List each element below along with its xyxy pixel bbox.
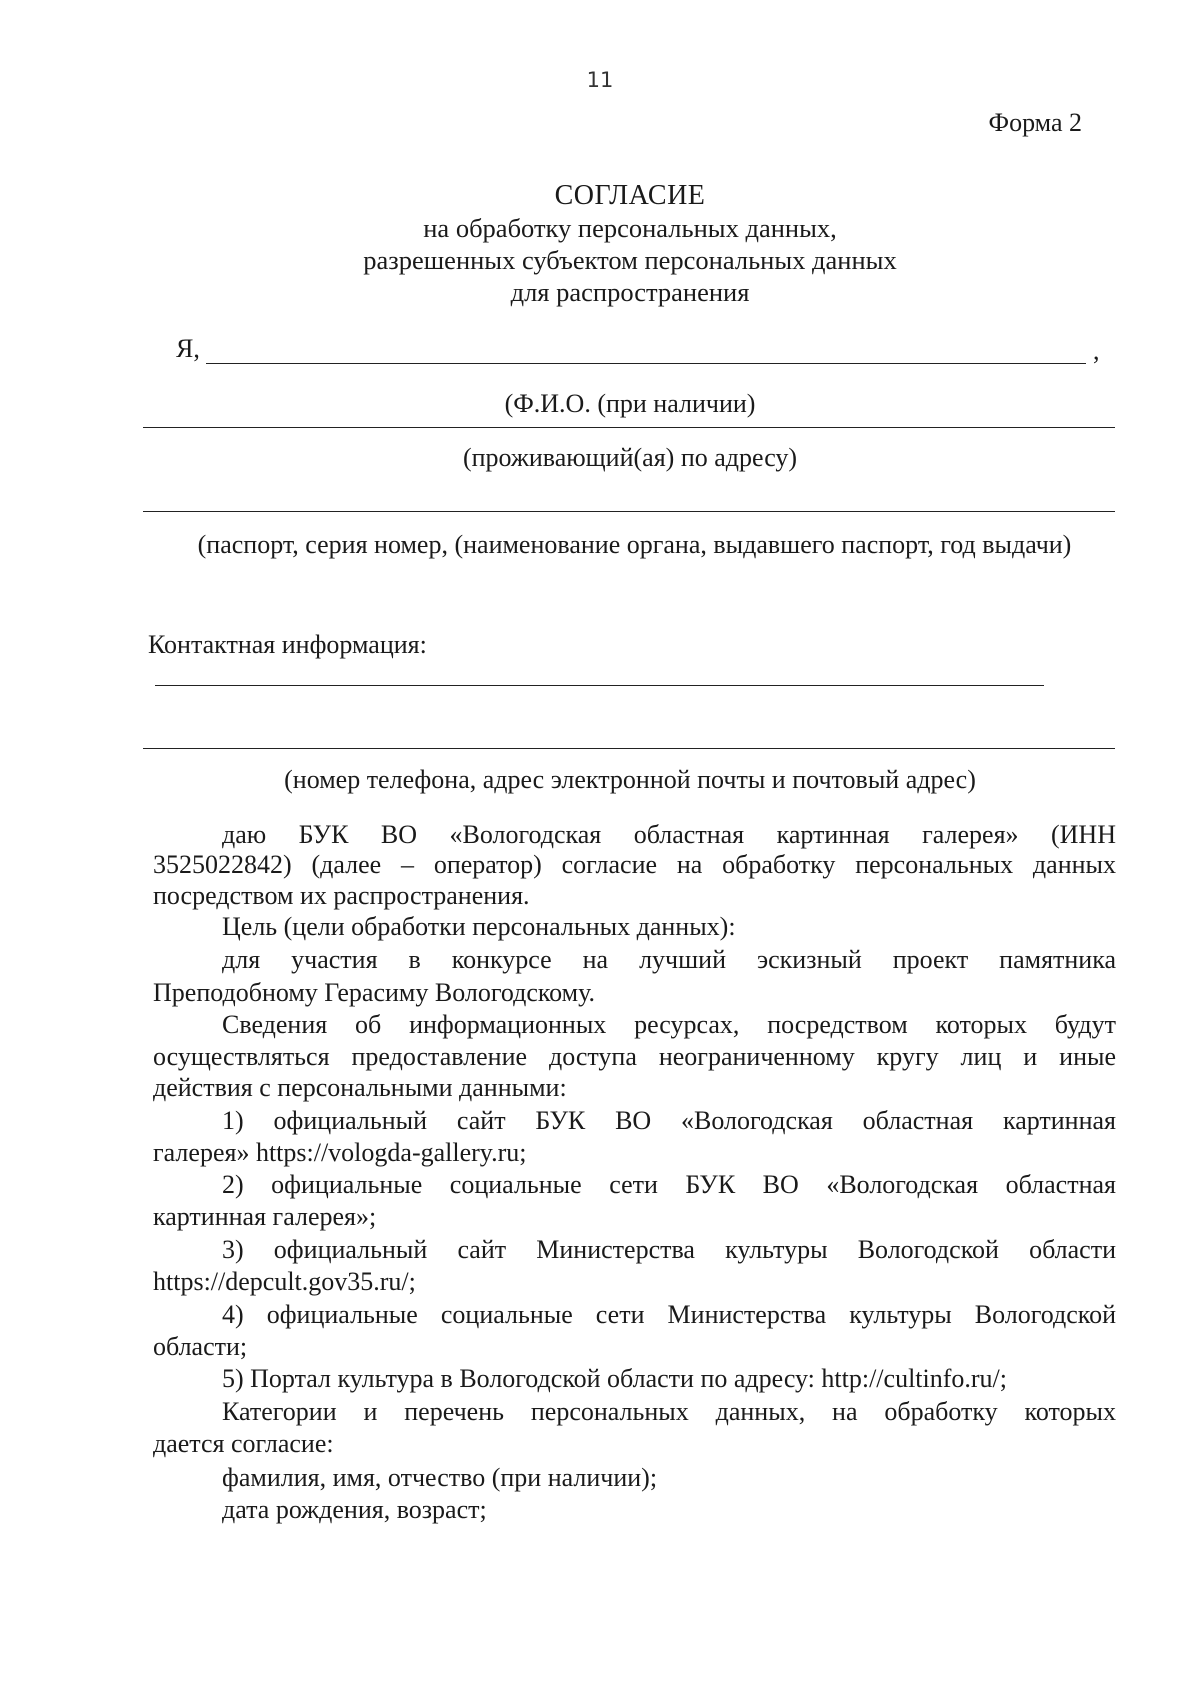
contact-input-line-2[interactable] xyxy=(143,748,1115,749)
contact-label: Контактная информация: xyxy=(148,630,427,659)
contact-input-line-1[interactable] xyxy=(155,685,1044,686)
i-suffix: , xyxy=(1093,336,1100,365)
passport-caption: (паспорт, серия номер, (наименование органа, выдавшего паспорт, год выдачи) xyxy=(197,530,1072,559)
contact-caption: (номер телефона, адрес электронной почты и почтовый адрес) xyxy=(284,765,976,794)
item-4-line-1: 4) официальные социальные сети Министерства культуры Вологодской xyxy=(222,1300,1116,1329)
address-caption: (проживающий(ая) по адресу) xyxy=(462,443,798,472)
categories-line-2: дается согласие: xyxy=(153,1429,334,1458)
title-line-2: на обработку персональных данных, xyxy=(423,213,837,243)
goal-heading: Цель (цели обработки персональных данных): xyxy=(222,912,736,941)
document-title xyxy=(0,180,1200,308)
item-3-line-1: 3) официальный сайт Министерства культуры Вологодской области xyxy=(222,1235,1116,1264)
address-input-line[interactable] xyxy=(143,427,1115,428)
fio-caption: (Ф.И.О. (при наличии) xyxy=(504,389,756,418)
p1-line-2: 3525022842) (далее – оператор) согласие на обработку персональных данных xyxy=(153,850,1116,879)
goal-line-1: для участия в конкурсе на лучший эскизный проект памятника xyxy=(222,945,1116,974)
category-item-1: фамилия, имя, отчество (при наличии); xyxy=(222,1463,658,1492)
fio-input-line[interactable] xyxy=(206,363,1086,364)
item-2-line-2: картинная галерея»; xyxy=(153,1202,377,1231)
item-1-line-1: 1) официальный сайт БУК ВО «Вологодская областная картинная xyxy=(222,1106,1116,1135)
i-prefix: Я, xyxy=(176,334,200,363)
title-line-3: разрешенных субъектом персональных данных xyxy=(363,245,897,275)
title-line-4: для распространения xyxy=(510,277,750,307)
item-3-line-2: https://depcult.gov35.ru/; xyxy=(153,1267,416,1296)
item-2-line-1: 2) официальные социальные сети БУК ВО «Вологодская областная xyxy=(222,1170,1116,1199)
resources-line-1: Сведения об информационных ресурсах, посредством которых будут xyxy=(222,1010,1116,1039)
categories-line-1: Категории и перечень персональных данных, на обработку которых xyxy=(222,1397,1116,1426)
passport-input-line[interactable] xyxy=(143,511,1115,512)
category-item-2: дата рождения, возраст; xyxy=(222,1495,487,1524)
resources-line-2: осуществляться предоставление доступа неограниченному кругу лиц и иные xyxy=(153,1042,1116,1071)
item-1-line-2: галерея» https://vologda-gallery.ru; xyxy=(153,1138,527,1167)
title-heading: СОГЛАСИЕ xyxy=(554,180,706,211)
form-label: Форма 2 xyxy=(988,108,1082,137)
p1-line-1: даю БУК ВО «Вологодская областная картинная галерея» (ИНН xyxy=(222,820,1116,849)
goal-line-2: Преподобному Герасиму Вологодскому. xyxy=(153,978,596,1007)
page-number: 11 xyxy=(586,68,614,92)
p1-line-3: посредством их распространения. xyxy=(153,881,530,910)
item-5-line-1: 5) Портал культура в Вологодской области по адресу: http://cultinfo.ru/; xyxy=(222,1364,1008,1393)
resources-line-3: действия с персональными данными: xyxy=(153,1073,567,1102)
item-4-line-2: области; xyxy=(153,1332,248,1361)
